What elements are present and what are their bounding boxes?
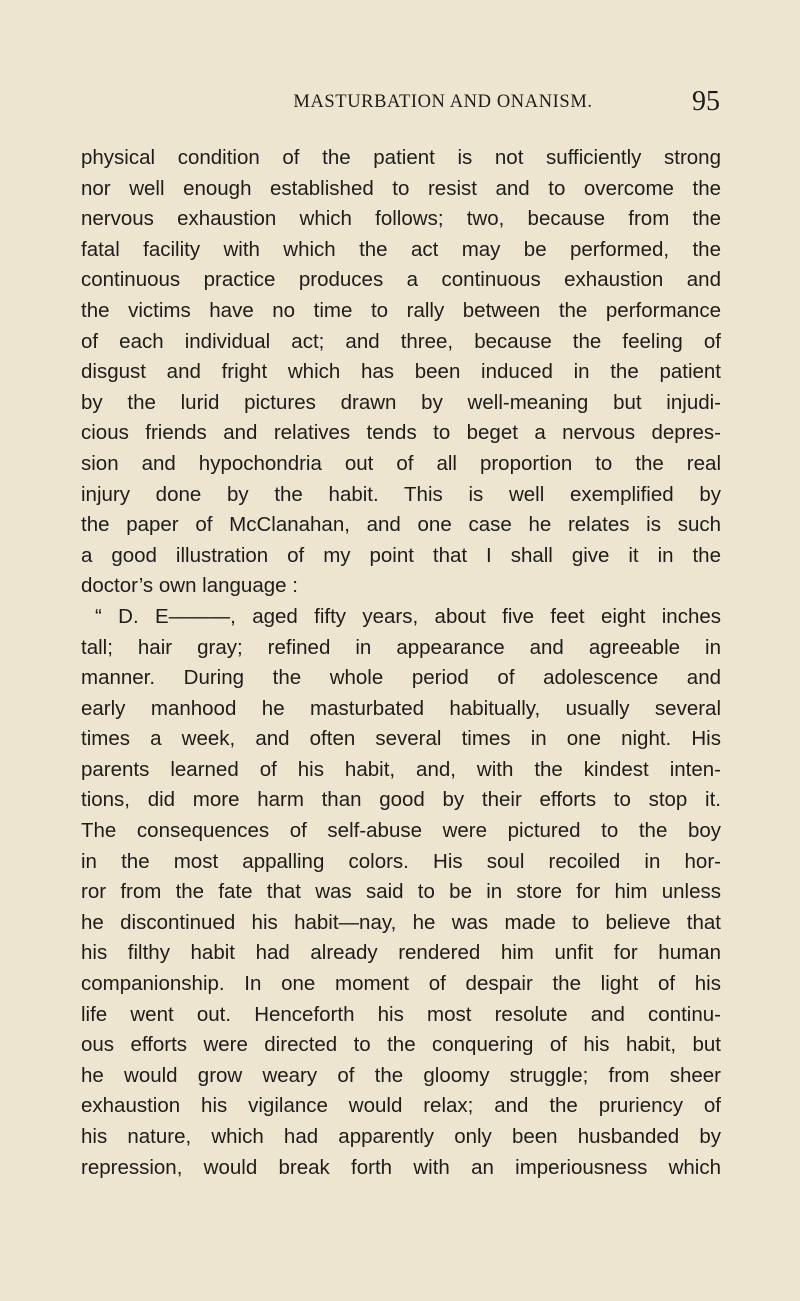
text-line: repression, would break forth with an imperiousness which [81, 1155, 721, 1179]
text-line: parents learned of his habit, and, with the kindest inten- [81, 757, 721, 781]
text-line: disgust and fright which has been induced in the patient [81, 360, 721, 384]
text-line: he discontinued his habit—nay, he was made to believe that [81, 910, 721, 934]
text-line: a good illustration of my point that I shall give it in the [81, 543, 721, 567]
text-line: nor well enough established to resist and to overcome the [81, 176, 721, 200]
text-line: nervous exhaustion which follows; two, because from the [81, 207, 721, 231]
text-line: the victims have no time to rally between the performance [81, 298, 721, 322]
page-header [80, 86, 720, 122]
text-line: doctor’s own language : [81, 574, 298, 598]
running-head: MASTURBATION AND ONANISM. [293, 92, 593, 112]
body-text [81, 143, 721, 1183]
text-line: “ D. E———, aged fifty years, about five feet eight inches [95, 604, 721, 628]
text-line: continuous practice produces a continuous exhaustion and [81, 268, 721, 292]
page-number: 95 [692, 86, 720, 117]
text-line: life went out. Henceforth his most resolute and continu- [81, 1002, 721, 1026]
text-line: tions, did more harm than good by their efforts to stop it. [81, 788, 721, 812]
text-line: The consequences of self-abuse were pictured to the boy [81, 819, 721, 843]
text-line: sion and hypochondria out of all proportion to the real [81, 451, 721, 475]
text-line: fatal facility with which the act may be performed, the [81, 237, 721, 261]
text-line: of each individual act; and three, because the feeling of [81, 329, 721, 353]
text-line: ous efforts were directed to the conquering of his habit, but [81, 1033, 721, 1057]
text-line: physical condition of the patient is not sufficiently strong [81, 146, 721, 169]
text-line: the paper of McClanahan, and one case he relates is such [81, 513, 721, 537]
text-line: companionship. In one moment of despair the light of his [81, 972, 721, 996]
text-line: his filthy habit had already rendered him unfit for human [81, 941, 721, 965]
text-line: times a week, and often several times in one night. His [81, 727, 721, 751]
text-line: in the most appalling colors. His soul recoiled in hor- [81, 849, 721, 873]
text-line: injury done by the habit. This is well exemplified by [81, 482, 721, 506]
text-line: exhaustion his vigilance would relax; and the pruriency of [81, 1094, 721, 1118]
text-line: cious friends and relatives tends to beget a nervous depres- [81, 421, 721, 445]
text-line: tall; hair gray; refined in appearance and agreeable in [81, 635, 721, 659]
text-line: manner. During the whole period of adolescence and [81, 666, 721, 690]
text-line: by the lurid pictures drawn by well-meaning but injudi- [81, 390, 721, 414]
text-line: his nature, which had apparently only been husbanded by [81, 1125, 721, 1148]
text-line: ror from the fate that was said to be in store for him unless [81, 880, 721, 904]
text-line: he would grow weary of the gloomy struggle; from sheer [81, 1063, 721, 1087]
text-line: early manhood he masturbated habitually, usually several [81, 696, 721, 720]
